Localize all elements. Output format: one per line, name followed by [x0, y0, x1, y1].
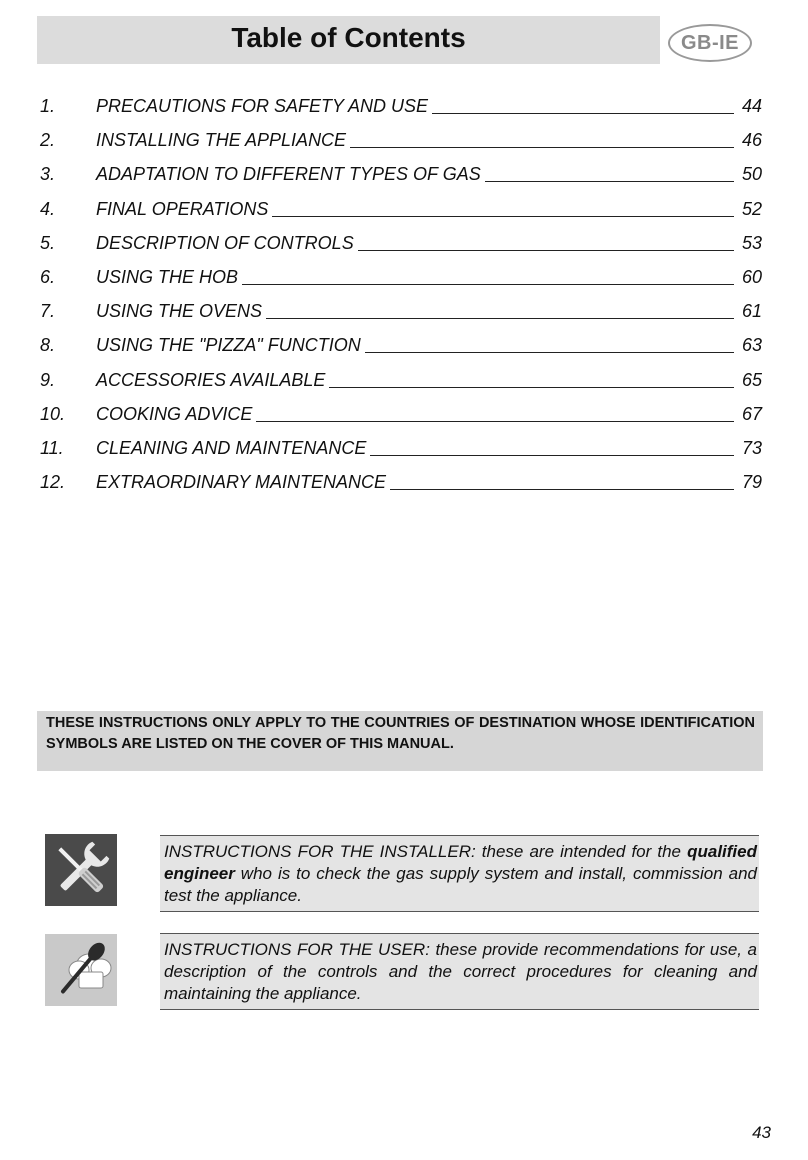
toc-leader-line: [432, 113, 734, 114]
toc-entry-number: 6.: [40, 266, 56, 287]
toc-entry-page: 67: [741, 403, 762, 424]
toc-entry-number: 11.: [40, 437, 64, 458]
toc-entry-page: 60: [741, 266, 762, 287]
wrench-screwdriver-icon: [45, 834, 117, 906]
toc-entry-number: 4.: [40, 198, 56, 219]
toc-leader-line: [390, 489, 734, 490]
toc-leader-line: [266, 318, 734, 319]
toc-leader-line: [256, 421, 734, 422]
toc-entry-label: USING THE "PIZZA" FUNCTION: [96, 335, 361, 356]
toc-leader-line: [370, 455, 734, 456]
toc-entry-label: CLEANING AND MAINTENANCE: [96, 437, 367, 458]
toc-entry-number: 3.: [40, 164, 56, 185]
toc-leader-line: [365, 352, 734, 353]
toc-entry-label: ACCESSORIES AVAILABLE: [96, 369, 326, 390]
toc-leader-line: [329, 387, 734, 388]
chef-hat-spoon-icon: [45, 934, 117, 1006]
toc-entry[interactable]: [40, 199, 762, 233]
toc-entry-label: ADAPTATION TO DIFFERENT TYPES OF GAS: [96, 164, 481, 185]
toc-entry-page: 63: [741, 335, 762, 356]
table-of-contents: [40, 96, 762, 506]
toc-entry-number: 7.: [40, 301, 56, 322]
toc-entry-page: 79: [741, 472, 762, 493]
toc-entry-number: 5.: [40, 232, 56, 253]
toc-entry-label: COOKING ADVICE: [96, 403, 253, 424]
toc-entry-label: INSTALLING THE APPLIANCE: [96, 130, 347, 151]
toc-entry-number: 9.: [40, 369, 56, 390]
toc-entry[interactable]: [40, 370, 762, 404]
toc-entry-page: 73: [741, 437, 762, 458]
toc-entry-label: FINAL OPERATIONS: [96, 198, 269, 219]
toc-entry-page: 46: [741, 130, 762, 151]
installer-instructions: [160, 835, 759, 912]
toc-entry-label: USING THE OVENS: [96, 301, 263, 322]
country-code-badge: GB-IE: [668, 24, 752, 62]
toc-entry-page: 52: [741, 198, 762, 219]
toc-entry-label: DESCRIPTION OF CONTROLS: [96, 232, 354, 253]
installer-text-rest: who is to check the gas supply system and install, commission and test the appliance.: [164, 864, 757, 905]
toc-entry-page: 50: [741, 164, 762, 185]
user-instructions: INSTRUCTIONS FOR THE USER: these provide recommendations for use, a description of the controls and the correct procedures for cleaning and maintaining the appliance.: [160, 933, 759, 1010]
toc-entry-page: 61: [741, 301, 762, 322]
installer-text-lead: INSTRUCTIONS FOR THE INSTALLER: these are intended for the: [164, 842, 688, 861]
toc-entry-number: 1.: [40, 96, 56, 116]
toc-leader-line: [485, 181, 734, 182]
toc-entry-label: USING THE HOB: [96, 266, 239, 287]
toc-entry[interactable]: [40, 404, 762, 438]
toc-entry[interactable]: [40, 267, 762, 301]
toc-entry[interactable]: [40, 438, 762, 472]
page-number: 43: [752, 1123, 771, 1142]
toc-leader-line: [242, 284, 734, 285]
destination-notice: THESE INSTRUCTIONS ONLY APPLY TO THE COUNTRIES OF DESTINATION WHOSE IDENTIFICATION SYMBOLS ARE LISTED ON THE COVER OF THIS MANUAL.: [37, 711, 763, 771]
toc-entry[interactable]: [40, 335, 762, 369]
page-title: Table of Contents: [231, 22, 466, 53]
toc-entry-number: 10.: [40, 403, 66, 424]
toc-leader-line: [358, 250, 734, 251]
toc-entry-page: 65: [741, 369, 762, 390]
toc-entry-page: 44: [741, 96, 762, 116]
toc-entry[interactable]: [40, 164, 762, 198]
installer-text-bold: qualified engineer: [164, 842, 757, 883]
toc-entry[interactable]: [40, 233, 762, 267]
toc-entry[interactable]: [40, 130, 762, 164]
toc-entry-label: PRECAUTIONS FOR SAFETY AND USE: [96, 96, 429, 116]
toc-leader-line: [272, 216, 734, 217]
toc-entry-number: 12.: [40, 472, 66, 493]
toc-entry[interactable]: [40, 301, 762, 335]
toc-entry-page: 53: [741, 232, 762, 253]
toc-entry-label: EXTRAORDINARY MAINTENANCE: [96, 472, 387, 493]
toc-entry-number: 2.: [40, 130, 56, 151]
toc-entry-number: 8.: [40, 335, 56, 356]
title-bar: [37, 16, 660, 64]
toc-entry[interactable]: [40, 96, 762, 130]
toc-leader-line: [350, 147, 734, 148]
toc-entry[interactable]: [40, 472, 762, 506]
